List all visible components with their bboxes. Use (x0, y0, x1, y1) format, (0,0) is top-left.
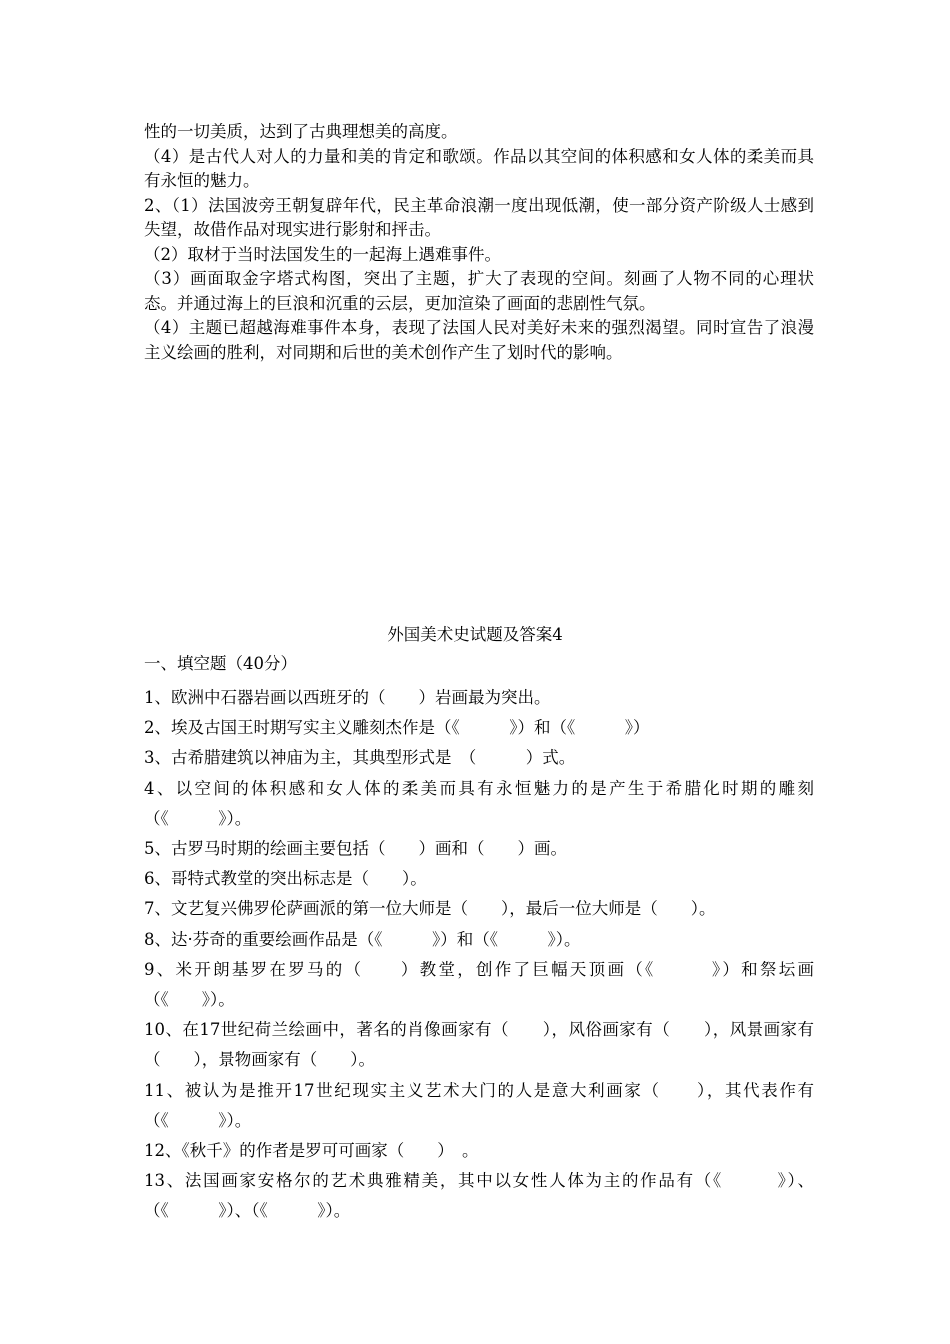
answer-paragraph: （4）主题已超越海难事件本身，表现了法国人民对美好未来的强烈渴望。同时宣告了浪漫主义绘画的胜利，对同期和后世的美术创作产生了划时代的影响。 (144, 318, 814, 362)
question-item: 12、《秋千》的作者是罗可可画家（ ） 。 (144, 1141, 479, 1161)
question-list (144, 683, 814, 1227)
question-item: 3、古希腊建筑以神庙为主，其典型形式是 （ ）式。 (144, 748, 576, 768)
question-item: 4、以空间的体积感和女人体的柔美而具有永恒魅力的是产生于希腊化时期的雕刻（《 》）。 (144, 778, 814, 828)
question-item: 7、文艺复兴佛罗伦萨画派的第一位大师是（ ），最后一位大师是（ ）。 (144, 899, 716, 919)
question-item: 9、米开朗基罗在罗马的（ ）教堂，创作了巨幅天顶画（《 》）和祭坛画（《 》）。 (144, 959, 814, 1010)
question-item: 1、欧洲中石器岩画以西班牙的（ ）岩画最为突出。 (144, 688, 551, 707)
question-item: 8、达·芬奇的重要绘画作品是（《 》）和（《 》）。 (144, 929, 581, 949)
exam-title: 外国美术史试题及答案4 (387, 625, 563, 644)
answer-paragraph: （4）是古代人对人的力量和美的肯定和歌颂。作品以其空间的体积感和女人体的柔美而具有永恒的魅力。 (144, 146, 814, 190)
answer-paragraph: （2）取材于当时法国发生的一起海上遇难事件。 (144, 244, 501, 264)
answer-paragraph: 性的一切美质，达到了古典理想美的高度。 (144, 122, 458, 141)
question-item: 10、在17世纪荷兰绘画中，著名的肖像画家有（ ），风俗画家有（ ），风景画家有（ ），景物画家有（ ）。 (144, 1020, 814, 1070)
question-item: 5、古罗马时期的绘画主要包括（ ）画和（ ）画。 (144, 839, 567, 859)
question-item: 11、被认为是推开17世纪现实主义艺术大门的人是意大利画家（ ），其代表作有（《 》）。 (144, 1080, 814, 1130)
question-item: 2、埃及古国王时期写实主义雕刻杰作是（《 》）和（《 》） (144, 718, 650, 738)
section-heading: 一、填空题（40分） (144, 654, 297, 673)
question-item: 13、法国画家安格尔的艺术典雅精美，其中以女性人体为主的作品有（《 》）、（《 》）、（《 》）。 (144, 1171, 814, 1221)
question-item: 6、哥特式教堂的突出标志是（ ）。 (144, 869, 427, 889)
answer-paragraph: （3）画面取金字塔式构图，突出了主题，扩大了表现的空间。刻画了人物不同的心理状态。并通过海上的巨浪和沉重的云层，更加渲染了画面的悲剧性气氛。 (144, 269, 814, 313)
answer-section (144, 120, 814, 365)
answer-paragraph: 2、（1）法国波旁王朝复辟年代，民主革命浪潮一度出现低潮，使一部分资产阶级人士感到失望，故借作品对现实进行影射和抨击。 (144, 195, 814, 239)
